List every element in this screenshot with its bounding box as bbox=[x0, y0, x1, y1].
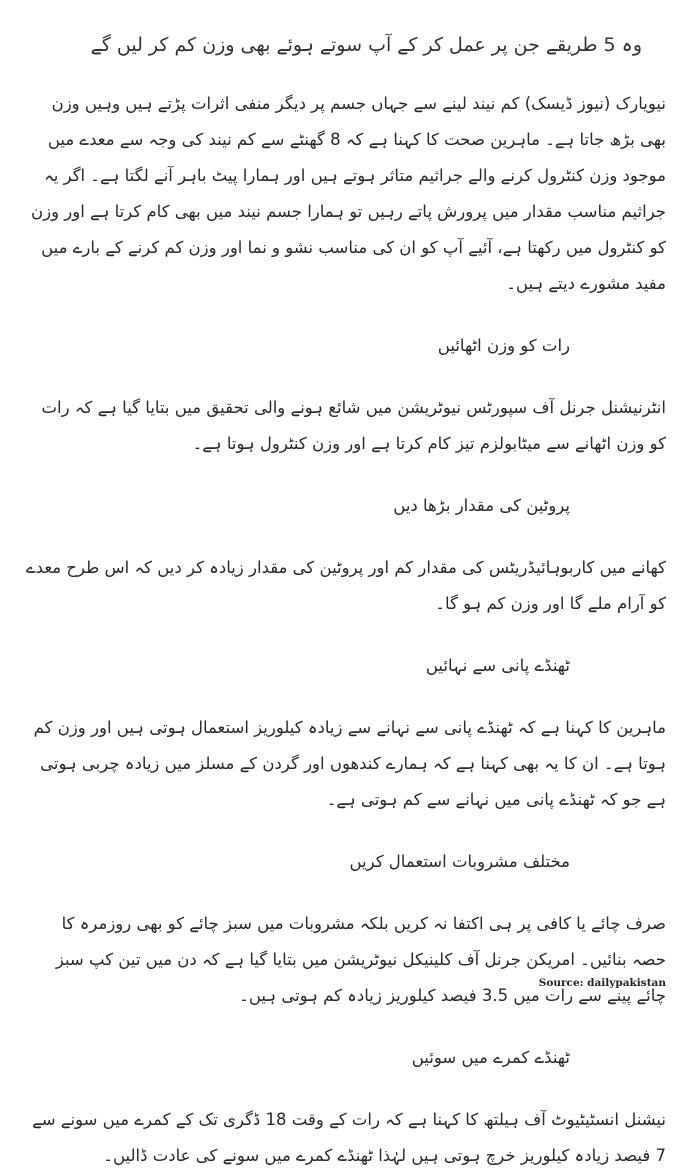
section-body-drinks: صرف چائے یا کافی پر ہی اکتفا نہ کریں بلکہ مشروبات میں سبز چائے کو بھی روزمرہ کا حصہ بنائیں۔ امریکن جرنل آف کلینیکل نیوٹریشن میں بتایا گیا ہے کہ دن میں تین کپ سبز چائے پینے سے رات میں 3.5 فیصد کیلوریز زیادہ کم ہوتی ہیں۔ bbox=[55, 914, 666, 1005]
section-body-protein: کھانے میں کاربوہائیڈریٹس کی مقدار کم اور پروٹین کی مقدار زیادہ کر دیں کہ اس طرح معدے کو آرام ملے گا اور وزن کم ہو گا۔ bbox=[25, 558, 666, 613]
article-title: وہ 5 طریقے جن پر عمل کر کے آپ سوتے ہوئے بھی وزن کم کر لیں گے bbox=[90, 34, 642, 56]
section-body-night-weights: انٹرنیشنل جرنل آف سپورٹس نیوٹریشن میں شائع ہونے والی تحقیق میں بتایا گیا ہے کہ رات کو وزن اٹھانے سے میٹابولزم تیز کام کرتا ہے اور وزن کنٹرول ہوتا ہے۔ bbox=[41, 398, 666, 453]
source-credit: Source: dailypakistan bbox=[538, 977, 666, 989]
section-heading-night-weights: رات کو وزن اٹھائیں bbox=[437, 336, 570, 355]
section-body-cold-shower: ماہرین کا کہنا ہے کہ ٹھنڈے پانی سے نہانے سے زیادہ کیلوریز استعمال ہوتی ہیں اور وزن کم ہوتا ہے۔ ان کا یہ بھی کہنا ہے کہ ہمارے کندھوں اور گردن کے مسلز میں زیادہ چربی ہوتی ہے جو کہ ٹھنڈے پانی میں نہانے سے کم ہوتی ہے۔ bbox=[33, 718, 666, 809]
section-heading-cold-shower: ٹھنڈے پانی سے نہائیں bbox=[425, 656, 570, 675]
section-heading-drinks: مختلف مشروبات استعمال کریں bbox=[349, 852, 570, 871]
section-heading-cold-room: ٹھنڈے کمرے میں سوئیں bbox=[411, 1048, 570, 1067]
section-body-cold-room: نیشنل انسٹیٹیوٹ آف ہیلتھ کا کہنا ہے کہ رات کے وقت 18 ڈگری تک کے کمرے میں سونے سے 7 فیصد زیادہ کیلوریز خرچ ہوتی ہیں لہٰذا ٹھنڈے کمرے میں سونے کی عادت ڈالیں۔ bbox=[32, 1110, 666, 1165]
intro-paragraph: نیویارک (نیوز ڈیسک) کم نیند لینے سے جہاں جسم پر دیگر منفی اثرات پڑتے ہیں وہیں وزن بھی بڑھ جاتا ہے۔ ماہرین صحت کا کہنا ہے کہ 8 گھنٹے سے کم نیند کی وجہ سے معدے میں موجود وزن کنٹرول کرنے والے جراثیم متاثر ہوتے ہیں اور ہمارا پیٹ باہر آنے لگتا ہے۔ اگر یہ جراثیم مناسب مقدار میں پرورش پاتے رہیں تو ہمارا جسم نیند میں بھی کام کرتا ہے اور وزن کو کنٹرول میں رکھتا ہے، آئیے آپ کو ان کی مناسب نشو و نما اور وزن کم کرنے کے بارے میں مفید مشورے دیتے ہیں۔ bbox=[30, 94, 666, 293]
section-heading-protein: پروٹین کی مقدار بڑھا دیں bbox=[393, 496, 570, 515]
